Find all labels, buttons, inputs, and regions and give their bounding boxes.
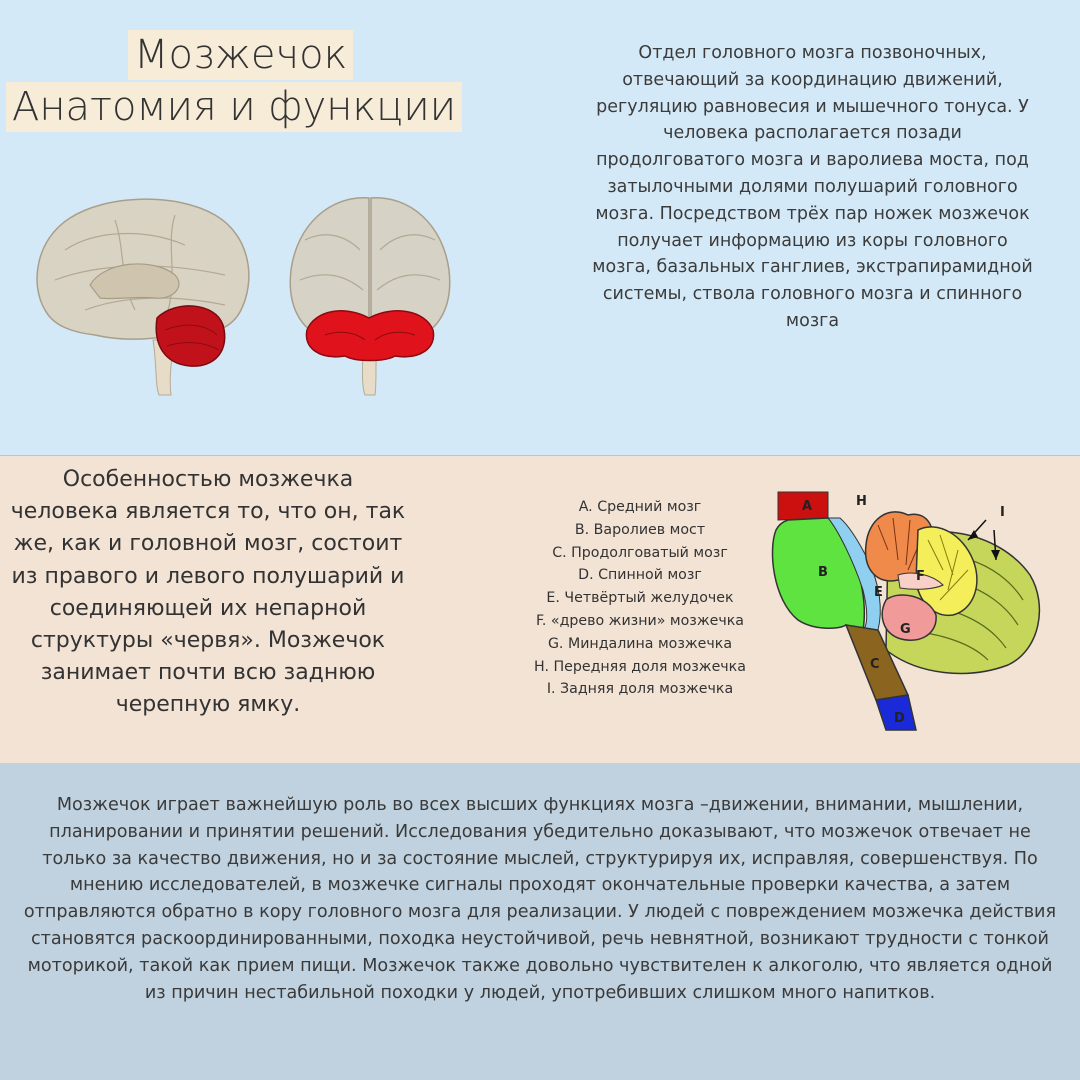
legend-item-g: G. Миндалина мозжечка: [547, 635, 733, 652]
legend-item-e: E. Четвёртый желудочек: [546, 590, 734, 607]
summary-text: Мозжечок играет важнейшую роль во всех высших функциях мозга –движении, внимании, мышлении, планировании и принятии решений. Исследования убедительно доказывают, что мозжечок отвечает не только за качество движения, но и за состояние мыслей, структурируя их, исправляя, совершенствуя. По мнению исследователей, в мозжечке сигналы проходят окончательные проверки качества, а затем отправляются обратно в кору головного мозга для реализации. У людей с повреждением мозжечка действия становятся раскоординированными, походка неустойчивой, речь невнятной, возникают трудности с тонкой моторикой, такой как прием пищи. Мозжечок также довольно чувствителен к алкоголю, что является одной из причин нестабильной походки у людей, употребивших слишком много напитков.: [23, 795, 1057, 1003]
page-title-line-1: Мозжечок: [128, 30, 353, 80]
legend-item-b: B. Варолиев мост: [574, 521, 706, 538]
legend-item-a: A. Средний мозг: [578, 499, 702, 515]
diagram-label-a: A: [802, 499, 813, 514]
legend-item-f: F. «древо жизни» мозжечка: [536, 612, 744, 629]
intro-text: Отдел головного мозга позвоночных, отвечающий за координацию движений, регуляцию равновесия и мышечного тонуса. У человека располагается позади продолговатого мозга и варолиева моста, под затылочными долями полушарий головного мозга. Посредством трёх пар ножек мозжечок получает информацию из коры головного мозга, базальных ганглиев, экстрапирамидной системы, ствола головного мозга и спинного мозга: [592, 43, 1033, 331]
diagram-label-g: G: [900, 622, 911, 637]
brain-back-view-image: [285, 190, 455, 400]
top-section: [0, 0, 1080, 455]
legend-item-c: C. Продолговатый мозг: [552, 544, 728, 561]
feature-text: Особенностью мозжечка человека является то, что он, так же, как и головной мозг, состоит из правого и левого полушарий и соединяющей их непарной структуры «червя». Мозжечок занимает почти всю заднюю черепную ямку.: [10, 467, 406, 718]
page-title-line-2: Анатомия и функции: [6, 82, 462, 132]
diagram-label-e: E: [874, 585, 883, 600]
legend-item-i: I. Задняя доля мозжечка: [546, 681, 734, 698]
diagram-label-h: H: [856, 494, 867, 509]
legend-item-h: H. Передняя доля мозжечка: [534, 658, 746, 675]
diagram-label-d: D: [894, 711, 905, 726]
legend-item-d: D. Спинной мозг: [578, 567, 702, 584]
diagram-label-i: I: [1000, 505, 1005, 520]
cerebellum-diagram: [768, 490, 1048, 735]
diagram-legend: [500, 496, 780, 701]
diagram-label-c: C: [870, 657, 880, 672]
diagram-label-b: B: [818, 565, 828, 580]
brain-side-view-image: [25, 190, 265, 400]
diagram-label-f: F: [916, 569, 925, 584]
